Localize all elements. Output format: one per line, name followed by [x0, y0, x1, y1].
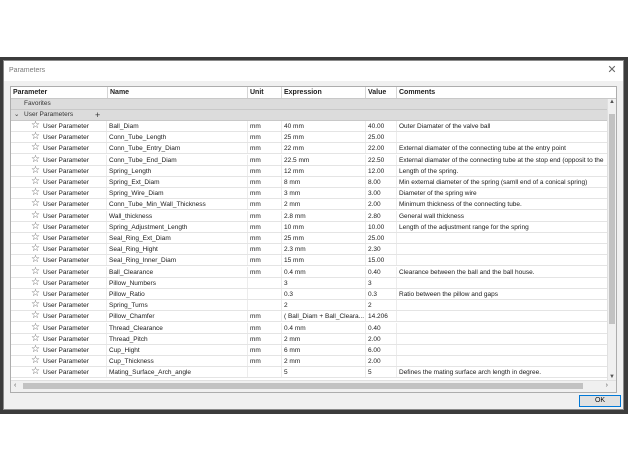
row-name[interactable]: Thread_Pitch — [107, 334, 248, 344]
row-expression[interactable]: 40 mm — [282, 121, 366, 131]
row-expression[interactable]: 6 mm — [282, 345, 366, 355]
favorite-star-icon[interactable]: ☆ — [31, 164, 40, 176]
row-parameter-type: User Parameter — [41, 311, 107, 321]
favorite-star-icon[interactable]: ☆ — [31, 153, 40, 165]
row-parameter-type: User Parameter — [41, 278, 107, 288]
row-name[interactable]: Mating_Surface_Arch_angle — [107, 367, 248, 377]
favorite-star-icon[interactable]: ☆ — [31, 198, 40, 210]
row-parameter-type: User Parameter — [41, 367, 107, 377]
row-comment[interactable]: Min external diameter of the spring (samll end of a conical spring) — [397, 177, 608, 187]
title-bar — [4, 61, 623, 81]
table-row[interactable] — [11, 222, 608, 233]
favorite-star-icon[interactable]: ☆ — [31, 131, 40, 143]
row-expression[interactable]: 2.8 mm — [282, 211, 366, 221]
column-header-expression[interactable]: Expression — [282, 87, 366, 98]
table-row[interactable] — [11, 300, 608, 311]
row-value: 25.00 — [366, 132, 397, 142]
row-name[interactable]: Conn_Tube_Length — [107, 132, 248, 142]
favorite-star-icon[interactable]: ☆ — [31, 142, 40, 154]
row-name[interactable]: Seal_Ring_Hight — [107, 244, 248, 254]
table-row[interactable] — [11, 289, 608, 300]
row-value: 15.00 — [366, 255, 397, 265]
scroll-up-icon[interactable]: ▲ — [609, 99, 615, 105]
row-comment[interactable] — [397, 233, 608, 243]
row-name[interactable]: Spring_Turns — [107, 300, 248, 310]
row-unit: mm — [248, 323, 282, 333]
row-parameter-type: User Parameter — [41, 244, 107, 254]
row-unit — [248, 300, 282, 310]
group-user-parameters[interactable] — [11, 110, 608, 121]
table-row[interactable] — [11, 356, 608, 367]
favorite-star-icon[interactable]: ☆ — [31, 209, 40, 221]
row-comment[interactable] — [397, 255, 608, 265]
favorite-star-icon[interactable]: ☆ — [31, 254, 40, 266]
row-value: 8.00 — [366, 177, 397, 187]
row-name[interactable]: Cup_Hight — [107, 345, 248, 355]
row-value: 2.30 — [366, 244, 397, 254]
row-value: 25.00 — [366, 233, 397, 243]
vertical-scrollbar[interactable] — [607, 99, 616, 380]
favorite-star-icon[interactable]: ☆ — [31, 232, 40, 243]
row-value: 5 — [366, 367, 397, 377]
table-row[interactable] — [11, 367, 608, 378]
row-value: 0.3 — [366, 289, 397, 299]
table-row[interactable] — [11, 211, 608, 222]
row-parameter-type: User Parameter — [41, 222, 107, 232]
row-parameter-type: User Parameter — [41, 211, 107, 221]
row-unit: mm — [248, 233, 282, 243]
scroll-right-icon[interactable]: › — [605, 382, 608, 389]
parameters-table[interactable] — [10, 86, 617, 393]
table-row[interactable] — [11, 323, 608, 334]
row-value: 2.00 — [366, 334, 397, 344]
row-value: 6.00 — [366, 345, 397, 355]
row-parameter-type: User Parameter — [41, 132, 107, 142]
row-comment[interactable]: Defines the mating surface arch length in degree. — [397, 367, 608, 377]
group-favorites-label: Favorites — [24, 100, 51, 107]
row-comment[interactable]: Minimum thickness of the connecting tube. — [397, 199, 608, 209]
row-value: 3.00 — [366, 188, 397, 198]
row-parameter-type: User Parameter — [41, 177, 107, 187]
row-expression[interactable]: 5 — [282, 367, 366, 377]
row-name[interactable]: Spring_Wire_Diam — [107, 188, 248, 198]
row-unit — [248, 289, 282, 299]
ok-button[interactable]: OK — [579, 395, 621, 407]
row-expression[interactable]: 25 mm — [282, 132, 366, 142]
column-header-unit[interactable]: Unit — [248, 87, 282, 98]
column-header-value[interactable]: Value — [366, 87, 397, 98]
row-unit: mm — [248, 267, 282, 277]
row-comment[interactable]: Ratio between the pillow and gaps — [397, 289, 608, 299]
table-row[interactable] — [11, 177, 608, 188]
row-comment[interactable]: External diamater of the connecting tube at the entry point — [397, 143, 608, 153]
row-unit: mm — [248, 211, 282, 221]
row-expression[interactable]: 10 mm — [282, 222, 366, 232]
favorite-star-icon[interactable]: ☆ — [31, 187, 40, 199]
horizontal-scroll-thumb[interactable] — [23, 383, 583, 389]
favorite-star-icon[interactable]: ☆ — [31, 299, 40, 311]
table-header — [11, 87, 616, 99]
favorite-star-icon[interactable]: ☆ — [31, 288, 40, 299]
row-expression[interactable]: 0.3 — [282, 289, 366, 299]
row-value: 40.00 — [366, 121, 397, 131]
favorite-star-icon[interactable]: ☆ — [31, 276, 40, 288]
row-name[interactable]: Pillow_Ratio — [107, 289, 248, 299]
row-parameter-type: User Parameter — [41, 334, 107, 344]
row-parameter-type: User Parameter — [41, 199, 107, 209]
table-row[interactable] — [11, 244, 608, 255]
row-comment[interactable]: Length of the adjustment range for the spring — [397, 222, 608, 232]
table-row[interactable] — [11, 345, 608, 356]
row-comment[interactable]: Diameter of the spring wire — [397, 188, 608, 198]
row-expression[interactable]: 22 mm — [282, 143, 366, 153]
row-value: 22.50 — [366, 155, 397, 165]
row-expression[interactable]: 22.5 mm — [282, 155, 366, 165]
favorite-star-icon[interactable]: ☆ — [31, 310, 40, 322]
row-parameter-type: User Parameter — [41, 155, 107, 165]
row-expression[interactable]: ( Ball_Diam + Ball_Cleara... — [284, 313, 365, 321]
row-parameter-type: User Parameter — [41, 233, 107, 243]
row-expression[interactable]: 8 mm — [282, 177, 366, 187]
row-name[interactable]: Spring_Ext_Diam — [107, 177, 248, 187]
favorite-star-icon[interactable]: ☆ — [31, 366, 40, 378]
row-unit: mm — [248, 222, 282, 232]
table-row[interactable] — [11, 143, 608, 154]
row-parameter-type: User Parameter — [41, 345, 107, 355]
table-row[interactable] — [11, 132, 608, 143]
row-comment[interactable] — [397, 334, 608, 344]
row-name[interactable]: Wall_thickness — [107, 211, 248, 221]
row-comment[interactable] — [397, 132, 608, 142]
row-name[interactable]: Spring_Adjustment_Length — [107, 222, 248, 232]
row-unit: mm — [248, 166, 282, 176]
row-comment[interactable] — [397, 244, 608, 254]
row-unit: mm — [248, 177, 282, 187]
row-parameter-type: User Parameter — [41, 255, 107, 265]
row-comment[interactable] — [397, 323, 608, 333]
favorite-star-icon[interactable]: ☆ — [31, 220, 40, 232]
row-comment[interactable]: External diamater of the connecting tube at the stop end (opposit to the — [397, 155, 608, 165]
table-row[interactable] — [11, 311, 608, 322]
row-expression[interactable]: 2 mm — [282, 199, 366, 209]
row-comment[interactable]: Clearance between the ball and the ball house. — [397, 267, 608, 277]
row-unit: mm — [248, 334, 282, 344]
row-parameter-type: User Parameter — [41, 267, 107, 277]
row-parameter-type: User Parameter — [41, 166, 107, 176]
table-row[interactable] — [11, 255, 608, 266]
row-unit: mm — [248, 155, 282, 165]
row-name[interactable]: Conn_Tube_End_Diam — [107, 155, 248, 165]
row-name[interactable]: Spring_Length — [107, 166, 248, 176]
row-parameter-type: User Parameter — [41, 143, 107, 153]
row-expression[interactable]: 15 mm — [282, 255, 366, 265]
row-value: 14.206 — [366, 311, 397, 321]
parameter-rows — [11, 121, 608, 379]
window-title: Parameters — [9, 67, 46, 74]
favorite-star-icon[interactable]: ☆ — [31, 243, 40, 255]
row-unit — [248, 278, 282, 288]
row-value: 2 — [366, 300, 397, 310]
table-row[interactable] — [11, 334, 608, 345]
row-name[interactable]: Thread_Clearance — [107, 323, 248, 333]
scroll-left-icon[interactable]: ‹ — [14, 382, 17, 389]
row-name[interactable]: Cup_Thickness — [107, 356, 248, 366]
row-value: 2.00 — [366, 356, 397, 366]
row-parameter-type: User Parameter — [41, 121, 107, 131]
row-parameter-type: User Parameter — [41, 289, 107, 299]
table-row[interactable] — [11, 121, 608, 132]
favorite-star-icon[interactable]: ☆ — [31, 344, 40, 355]
row-comment[interactable]: Outer Diamater of the valve ball — [397, 121, 608, 131]
row-value: 3 — [366, 278, 397, 288]
row-name[interactable]: Seal_Ring_Ext_Diam — [107, 233, 248, 243]
row-value: 0.40 — [366, 267, 397, 277]
favorite-star-icon[interactable]: ☆ — [31, 332, 40, 344]
row-unit: mm — [248, 345, 282, 355]
favorite-star-icon[interactable]: ☆ — [31, 265, 40, 277]
table-row[interactable] — [11, 155, 608, 166]
row-comment[interactable] — [397, 311, 608, 321]
column-header-comments[interactable]: Comments — [399, 89, 436, 96]
row-name[interactable]: Conn_Tube_Entry_Diam — [107, 143, 248, 153]
row-unit — [248, 367, 282, 377]
row-comment[interactable] — [397, 345, 608, 355]
row-parameter-type: User Parameter — [41, 323, 107, 333]
row-unit: mm — [248, 244, 282, 254]
row-unit: mm — [248, 143, 282, 153]
row-value: 2.80 — [366, 211, 397, 221]
column-header-parameter[interactable]: Parameter — [11, 87, 248, 98]
row-expression[interactable]: 25 mm — [282, 233, 366, 243]
row-expression[interactable]: 3 mm — [282, 188, 366, 198]
row-expression[interactable]: 2 mm — [282, 356, 366, 366]
row-comment[interactable] — [397, 300, 608, 310]
close-icon[interactable]: ✕ — [607, 64, 617, 76]
row-comment[interactable]: Length of the spring. — [397, 166, 608, 176]
scroll-down-icon[interactable]: ▼ — [609, 374, 615, 380]
row-comment[interactable] — [397, 356, 608, 366]
row-unit: mm — [248, 311, 282, 321]
vertical-scroll-thumb[interactable] — [609, 114, 615, 324]
row-unit: mm — [248, 356, 282, 366]
column-header-name[interactable]: Name — [107, 87, 248, 98]
group-favorites[interactable] — [11, 99, 608, 110]
row-expression[interactable]: 2 mm — [282, 334, 366, 344]
row-expression[interactable]: 3 — [282, 278, 366, 288]
favorite-star-icon[interactable]: ☆ — [31, 121, 40, 131]
row-parameter-type: User Parameter — [41, 356, 107, 366]
favorite-star-icon[interactable]: ☆ — [31, 176, 40, 187]
row-unit: mm — [248, 121, 282, 131]
row-name[interactable]: Seal_Ring_Inner_Diam — [107, 255, 248, 265]
row-parameter-type: User Parameter — [41, 300, 107, 310]
horizontal-scrollbar[interactable] — [11, 380, 616, 392]
row-comment[interactable] — [397, 278, 608, 288]
row-value: 12.00 — [366, 166, 397, 176]
row-name[interactable]: Conn_Tube_Min_Wall_Thickness — [107, 199, 248, 209]
row-comment[interactable]: General wall thickness — [397, 211, 608, 221]
favorite-star-icon[interactable]: ☆ — [31, 355, 40, 367]
favorite-star-icon[interactable]: ☆ — [31, 321, 40, 333]
row-expression[interactable]: 12 mm — [282, 166, 366, 176]
row-unit: mm — [248, 132, 282, 142]
row-value: 10.00 — [366, 222, 397, 232]
row-unit: mm — [248, 255, 282, 265]
row-name[interactable]: Ball_Clearance — [107, 267, 248, 277]
table-row[interactable] — [11, 188, 608, 199]
add-parameter-icon[interactable]: + — [95, 110, 101, 120]
row-expression[interactable]: 2.3 mm — [282, 244, 366, 254]
row-name[interactable]: Pillow_Chamfer — [107, 311, 248, 321]
row-name[interactable]: Pillow_Numbers — [107, 278, 248, 288]
table-row[interactable] — [11, 233, 608, 244]
parameters-dialog — [3, 60, 624, 410]
row-expression[interactable]: 2 — [282, 300, 366, 310]
row-value: 22.00 — [366, 143, 397, 153]
row-name[interactable]: Ball_Diam — [107, 121, 248, 131]
table-row[interactable] — [11, 199, 608, 210]
row-value: 0.40 — [366, 323, 397, 333]
row-expression[interactable]: 0.4 mm — [282, 267, 366, 277]
row-unit: mm — [248, 199, 282, 209]
row-value: 2.00 — [366, 199, 397, 209]
row-expression[interactable]: 0.4 mm — [282, 323, 366, 333]
row-parameter-type: User Parameter — [41, 188, 107, 198]
group-user-parameters-label: User Parameters — [24, 111, 74, 118]
table-row[interactable] — [11, 166, 608, 177]
table-row[interactable] — [11, 278, 608, 289]
chevron-down-icon[interactable]: ⌄ — [14, 111, 20, 118]
table-row[interactable] — [11, 267, 608, 278]
row-unit: mm — [248, 188, 282, 198]
